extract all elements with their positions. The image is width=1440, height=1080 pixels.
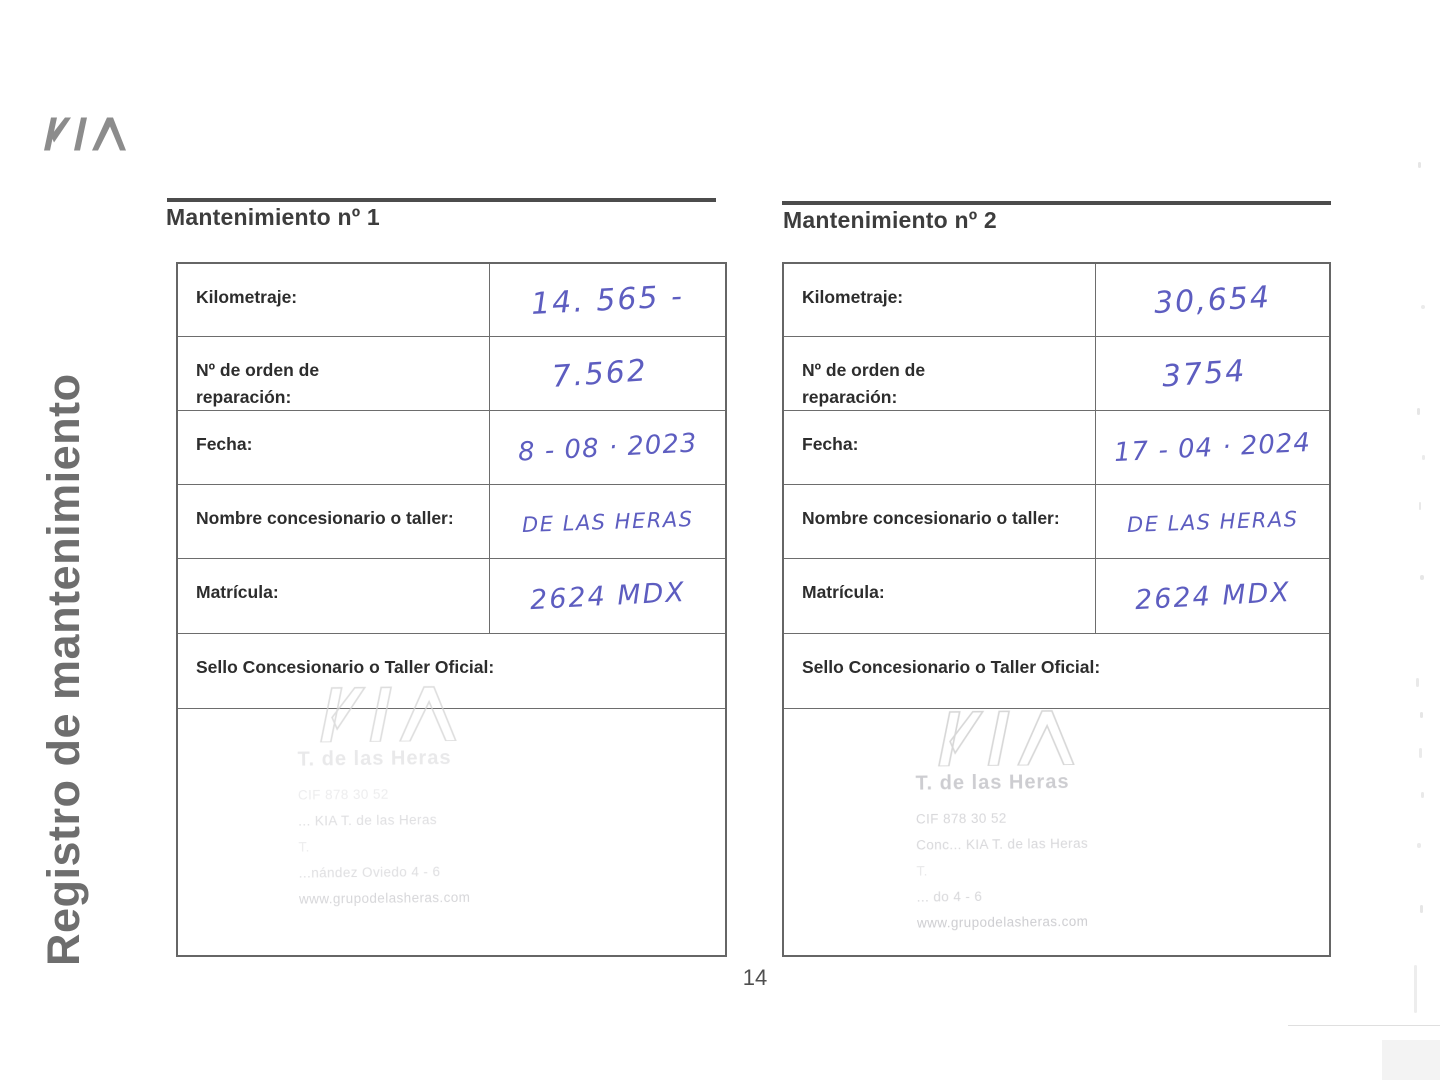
stamp-line: Conc... KIA T. de las Heras — [916, 835, 1089, 853]
field-label-sello: Sello Concesionario o Taller Oficial: — [802, 657, 1101, 677]
page-number: 14 — [742, 965, 768, 990]
section-title-1: Mantenimiento nº 1 — [166, 204, 380, 230]
table-row — [178, 559, 725, 634]
stamp-line: ... do 4 - 6 — [916, 888, 983, 905]
scan-artifact — [1421, 792, 1424, 798]
field-value-nombre — [490, 485, 725, 558]
field-label-orden: Nº de orden de reparación: — [178, 337, 490, 410]
scan-artifact — [1422, 455, 1425, 460]
scan-artifact — [1419, 502, 1421, 510]
field-label-matricula: Matrícula: — [178, 559, 490, 633]
table-row — [178, 411, 725, 485]
dealer-stamp — [915, 707, 1227, 941]
stamp-line: www.grupodelasheras.com — [916, 913, 1089, 931]
handwritten-orden: 3754 — [1161, 353, 1248, 395]
field-label-kilometraje: Kilometraje: — [784, 264, 1096, 336]
field-label-matricula: Matrícula: — [784, 559, 1096, 633]
table-row — [178, 485, 725, 559]
stamp-line: ... KIA T. de las Heras — [298, 812, 438, 829]
kia-logo-outline-icon — [297, 684, 503, 742]
stamp-line: www.grupodelasheras.com — [298, 889, 471, 907]
stamp-line: ...nández Oviedo 4 - 6 — [298, 864, 441, 881]
field-value-fecha — [490, 411, 725, 484]
field-label-orden: Nº de orden de reparación: — [784, 337, 1096, 410]
section-rule — [782, 201, 1331, 205]
scan-artifact — [1420, 712, 1423, 718]
handwritten-nombre: DE LAS HERAS — [521, 506, 694, 537]
stamp-line: CIF 878 30 52 — [915, 810, 1007, 827]
scan-artifact — [1416, 678, 1419, 687]
field-value-orden — [1096, 337, 1329, 410]
stamp-area — [784, 709, 1329, 955]
table-row — [784, 337, 1329, 411]
scan-artifact — [1420, 575, 1424, 580]
scan-artifact — [1417, 408, 1420, 415]
section-title-2: Mantenimiento nº 2 — [783, 207, 997, 233]
handwritten-orden: 7.562 — [550, 353, 649, 395]
field-value-fecha — [1096, 411, 1329, 484]
stamp-area — [178, 709, 725, 955]
chapter-title-vertical: Registro de mantenimiento — [38, 373, 89, 966]
scan-artifact — [1418, 162, 1421, 168]
field-value-kilometraje — [490, 264, 725, 336]
table-row — [784, 411, 1329, 485]
scan-artifact — [1420, 905, 1423, 913]
table-row — [784, 634, 1329, 709]
table-row — [784, 485, 1329, 559]
table-row — [178, 264, 725, 337]
handwritten-fecha: 17 - 04 · 2024 — [1113, 427, 1312, 468]
stamp-dealer-name: T. de las Heras — [915, 771, 1070, 795]
field-label-fecha: Fecha: — [784, 411, 1096, 484]
handwritten-fecha: 8 - 08 · 2023 — [517, 427, 698, 468]
maintenance-table-1 — [176, 262, 727, 957]
field-value-matricula — [1096, 559, 1329, 633]
scan-artifact — [1417, 843, 1421, 848]
table-row — [784, 264, 1329, 337]
maintenance-table-2 — [782, 262, 1331, 957]
scan-artifact — [1382, 1040, 1440, 1080]
section-rule — [167, 198, 716, 202]
field-value-kilometraje — [1096, 264, 1329, 336]
kia-logo-outline-icon — [915, 708, 1121, 766]
kia-logo-icon — [42, 115, 142, 152]
stamp-line: T. — [916, 863, 928, 879]
handwritten-matricula: 2624 MDX — [528, 576, 687, 616]
scan-artifact — [1288, 1025, 1440, 1026]
field-value-orden — [490, 337, 725, 410]
field-label-kilometraje: Kilometraje: — [178, 264, 490, 336]
stamp-dealer-name: T. de las Heras — [297, 747, 452, 771]
handwritten-kilometraje: 30,654 — [1153, 279, 1272, 321]
table-row — [784, 559, 1329, 634]
field-label-fecha: Fecha: — [178, 411, 490, 484]
table-row — [178, 337, 725, 411]
handwritten-kilometraje: 14. 565 - — [530, 278, 685, 322]
field-value-matricula — [490, 559, 725, 633]
field-value-nombre — [1096, 485, 1329, 558]
stamp-line: T. — [298, 839, 310, 855]
field-label-sello: Sello Concesionario o Taller Oficial: — [196, 657, 495, 677]
handwritten-matricula: 2624 MDX — [1133, 576, 1292, 616]
handwritten-nombre: DE LAS HERAS — [1126, 506, 1299, 537]
stamp-line: CIF 878 30 52 — [297, 786, 389, 803]
field-label-nombre: Nombre concesionario o taller: — [178, 485, 490, 558]
scan-artifact — [1421, 305, 1425, 309]
dealer-stamp — [297, 683, 609, 917]
scan-artifact — [1414, 965, 1417, 1013]
scan-artifact — [1419, 748, 1422, 758]
field-label-nombre: Nombre concesionario o taller: — [784, 485, 1096, 558]
